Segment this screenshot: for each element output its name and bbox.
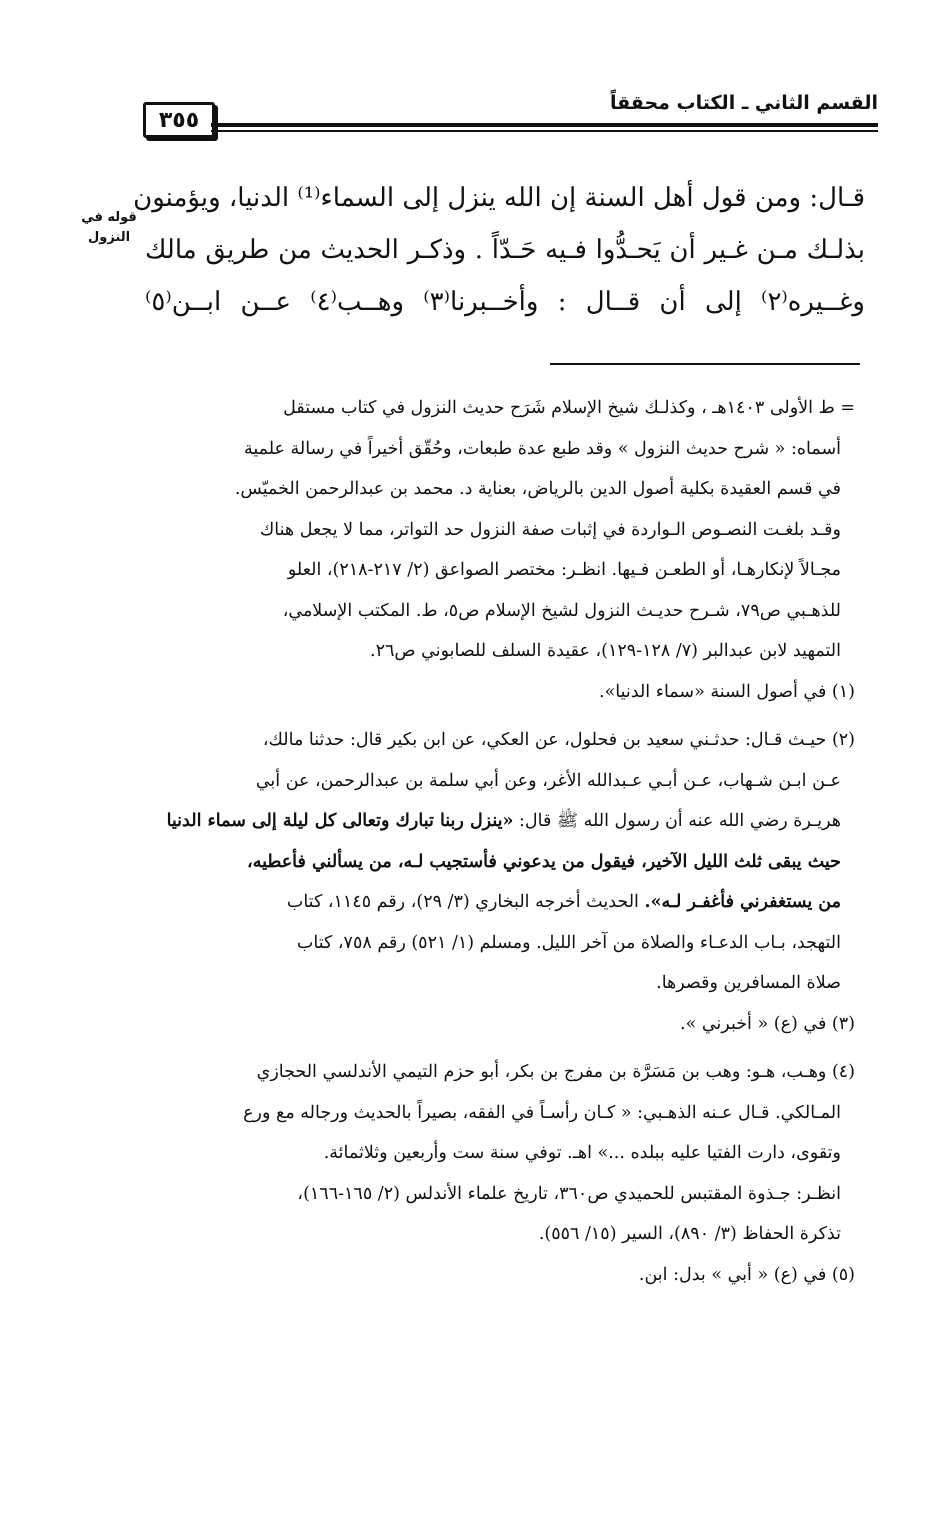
main-text-line: وغــيره⁽٢⁾ إلى أن قــال : وأخــبرنا⁽٣⁾ وهــب⁽٤⁾ عــن ابــن⁽٥⁾: [145, 287, 865, 317]
footnote-2-hadith-line: [150, 882, 855, 923]
page-number: ٣٥٥: [143, 102, 215, 138]
footnote-line: للذهـبي ص٧٩، شـرح حديـث النزول لشيخ الإسلام ص٥، ط. المكتب الإسلامي،: [282, 600, 841, 621]
header-rule-thick: [211, 123, 878, 127]
footnote-2-line: صلاة المسافرين وقصرها.: [656, 973, 841, 993]
footnote-line: مجـالاً لإنكارهـا، أو الطعـن فـيها. انظـر: مختصر الصواعق (٢/ ٢١٧-٢١٨)، العلو: [287, 560, 841, 580]
footnote-line: في قسم العقيدة بكلية أصول الدين بالرياض، بعناية د. محمد بن عبدالرحمن الخميّس.: [234, 479, 841, 499]
main-text-line: بذلـك مـن غـير أن يَحـدُّوا فـيه حَـدّاً . وذكـر الحديث من طريق مالك: [145, 235, 865, 265]
footnote-4-line: انظـر: جـذوة المقتبس للحميدي ص٣٦٠، تاريخ علماء الأندلس (٢/ ١٦٥-١٦٦)،: [297, 1183, 841, 1204]
footnote-separator: [550, 363, 860, 365]
footnote-5: (٥) في (ع) « أبي » بدل: ابن.: [638, 1264, 855, 1285]
footnote-4-line: وتقوى، دارت الفتيا عليه ببلده ...» اهـ. توفي سنة ست وأربعين وثلاثمائة.: [323, 1143, 841, 1163]
footnote-line: وقـد بلغـت النصـوص الـواردة في إثبات صفة النزول حد التواتر، مما لا يجعل هناك: [259, 519, 841, 540]
footnote-2-line: هريـرة رضي الله عنه أن رسول الله ﷺ قال:: [519, 811, 841, 831]
footnote-2-line: عـن ابـن شـهاب، عـن أبـي عـبدالله الأغر، وعن أبي سلمة بن عبدالرحمن، عن أبي: [255, 770, 841, 791]
hadith-text: حيث يبقى ثلث الليل الآخير، فيقول من يدعوني فأستجيب لـه، من يسألني فأعطيه،: [247, 851, 841, 872]
footnote-3: (٣) في (ع) « أخبرني ».: [680, 1013, 855, 1034]
running-title: القسم الثاني ـ الكتاب محققاً: [609, 92, 878, 114]
main-text: [133, 172, 865, 328]
main-text-line: قـال: ومن قول أهل السنة إن الله ينزل إلى السماء⁽¹⁾ الدنيا، ويؤمنون: [133, 183, 865, 213]
hadith-text: «ينزل ربنا تبارك وتعالى كل ليلة إلى سماء الدنيا: [166, 811, 514, 831]
footnote-1: (١) في أصول السنة «سماء الدنيا».: [599, 681, 855, 702]
margin-note: [78, 208, 140, 248]
footnote-4-line: المـالكي. قـال عـنه الذهـبي: « كـان رأسـاً في الفقه، بصيراً بالحديث ورجاله مع ورع: [243, 1102, 841, 1123]
margin-note-line: النزول: [87, 230, 131, 245]
footnote-2-line: التهجد، بـاب الدعـاء والصلاة من آخر الليل. ومسلم (١/ ٥٢١) رقم ٧٥٨، كتاب: [296, 932, 841, 953]
footnotes: [150, 388, 855, 1295]
footnote-line: = ط الأولى ١٤٠٣هـ ، وكذلـك شيخ الإسلام شَرَح حديث النزول في كتاب مستقل: [283, 398, 855, 418]
footnote-line: أسماه: « شرح حديث النزول » وقد طبع عدة طبعات، وحُقّق أخيراً في رسالة علمية: [243, 438, 841, 459]
footnote-2-line: (٢) حيـث قـال: حدثـني سعيد بن فحلول، عن العكي، عن ابن بكير قال: حدثنا مالك،: [262, 730, 855, 750]
footnote-4-line: (٤) وهـب، هـو: وهب بن مَسَرَّة بن مفرج بن بكر، أبو حزم التيمي الأندلسي الحجازي: [256, 1062, 855, 1082]
margin-note-line: قوله في: [81, 210, 137, 225]
page-header: [133, 88, 878, 148]
hadith-text: من يستغفرني فأغفـر لـه».: [644, 892, 841, 912]
footnote-line: التمهيد لابن عبدالبر (٧/ ١٢٨-١٢٩)، عقيدة السلف للصابوني ص٢٦.: [370, 641, 841, 661]
footnote-2-hadith-line: [150, 842, 855, 883]
footnote-2-line: الحديث أخرجه البخاري (٣/ ٢٩)، رقم ١١٤٥، كتاب: [286, 892, 639, 912]
header-rule-thin: [211, 130, 878, 132]
footnote-2-hadith-line: [150, 801, 855, 842]
footnote-4-line: تذكرة الحفاظ (٣/ ٨٩٠)، السير (١٥/ ٥٥٦).: [538, 1224, 841, 1244]
